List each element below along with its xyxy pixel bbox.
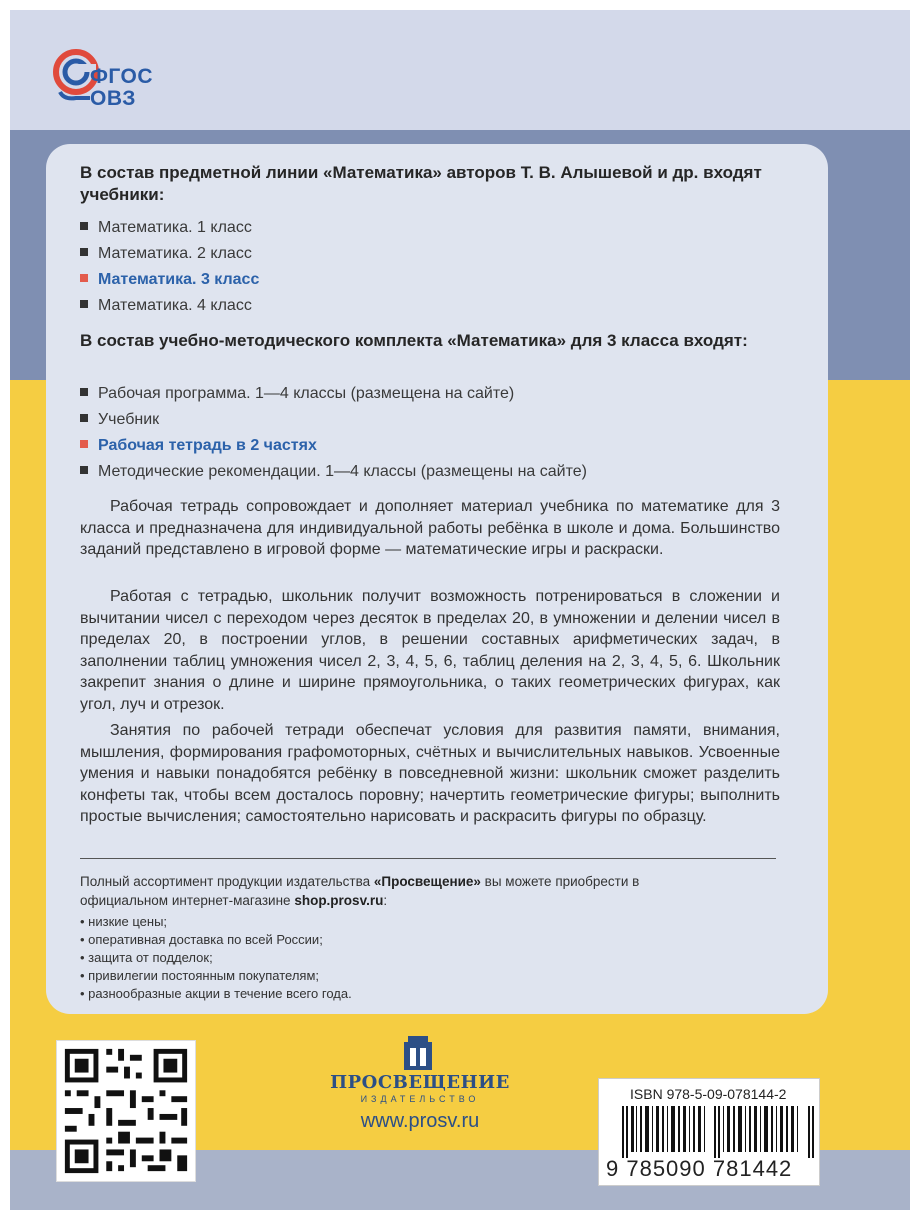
- shop-bullet: • защита от подделок;: [80, 950, 213, 965]
- publisher-subtitle: ИЗДАТЕЛЬСТВО: [360, 1094, 480, 1104]
- section1-heading: В состав предметной линии «Математика» авторов Т. В. Алышевой и др. входят учебники:: [80, 163, 762, 204]
- list-item: Математика. 4 класс: [80, 296, 252, 316]
- ean-digits: 9 785090 781442: [606, 1156, 793, 1181]
- divider: [80, 858, 776, 859]
- list-item: Рабочая программа. 1—4 классы (размещена на сайте): [80, 384, 514, 404]
- list-item-highlighted: Рабочая тетрадь в 2 частях: [80, 436, 317, 456]
- prosveshchenie-logo-icon: [398, 1034, 438, 1074]
- isbn-label: ISBN 978-5-09-078144-2: [630, 1086, 787, 1102]
- list-item: Математика. 2 класс: [80, 244, 252, 264]
- section2-heading: В состав учебно-методического комплекта «Математика» для 3 класса входят:: [80, 331, 748, 350]
- book-back-cover: [10, 10, 910, 1210]
- shop-bullet: • привилегии постоянным покупателям;: [80, 968, 320, 983]
- list-item: Учебник: [80, 410, 159, 430]
- description-paragraph: Рабочая тетрадь сопровождает и дополняет материал учебника по математике для 3 класса и предназначена для индивидуальной работы ребёнка в школе и дома. Большинство заданий представлено в игровой форме — математические игры и раскраски.: [80, 498, 780, 558]
- shop-bullet: • оперативная доставка по всей России;: [80, 932, 323, 947]
- shop-link[interactable]: shop.prosv.ru: [294, 893, 384, 908]
- shop-bullet: • низкие цены;: [80, 914, 168, 929]
- fgos-ovz-label: ФГОС ОВЗ: [90, 65, 154, 110]
- list-item: Методические рекомендации. 1—4 классы (размещены на сайте): [80, 462, 587, 482]
- publisher-name: ПРОСВЕЩЕНИЕ: [330, 1072, 510, 1093]
- shop-info: Полный ассортимент продукции издательства «Просвещение» вы можете приобрести в официальном интернет-магазине shop.prosv.ru:: [80, 874, 640, 908]
- description-paragraph: Занятия по рабочей тетради обеспечат условия для развития памяти, внимания, мышления, формирования графомоторных, счётных и вычислительных навыков. Усвоенные умения и навыки понадобятся ребёнку в повседневной жизни: школьник сможет разделить конфеты так, чтобы всем досталось поровну; начертить геометрические фигуры; выполнить простые вычисления; самостоятельно нарисовать и раскрасить фигуры по образцу.: [80, 722, 780, 825]
- barcode-icon: [622, 1106, 814, 1158]
- list-item: Математика. 1 класс: [80, 218, 252, 238]
- description-paragraph: Работая с тетрадью, школьник получит возможность потренироваться в сложении и вычитании чисел с переходом через десяток в пределах 20, в умножении и делении чисел в пределах 20, в построении углов, в решении составных арифметических задач, в заполнении таблиц умножения чисел 2, 3, 4, 5, 6, таблиц деления на 2, 3, 4, 5, 6. Школьник закрепит знания о длине и ширине прямоугольника, о таких геометрических фигурах, как угол, луч и отрезок.: [80, 588, 780, 713]
- shop-bullet: • разнообразные акции в течение всего года.: [80, 986, 352, 1001]
- publisher-url[interactable]: www.prosv.ru: [360, 1110, 480, 1132]
- list-item-highlighted: Математика. 3 класс: [80, 270, 259, 290]
- qr-code-icon[interactable]: [56, 1040, 196, 1182]
